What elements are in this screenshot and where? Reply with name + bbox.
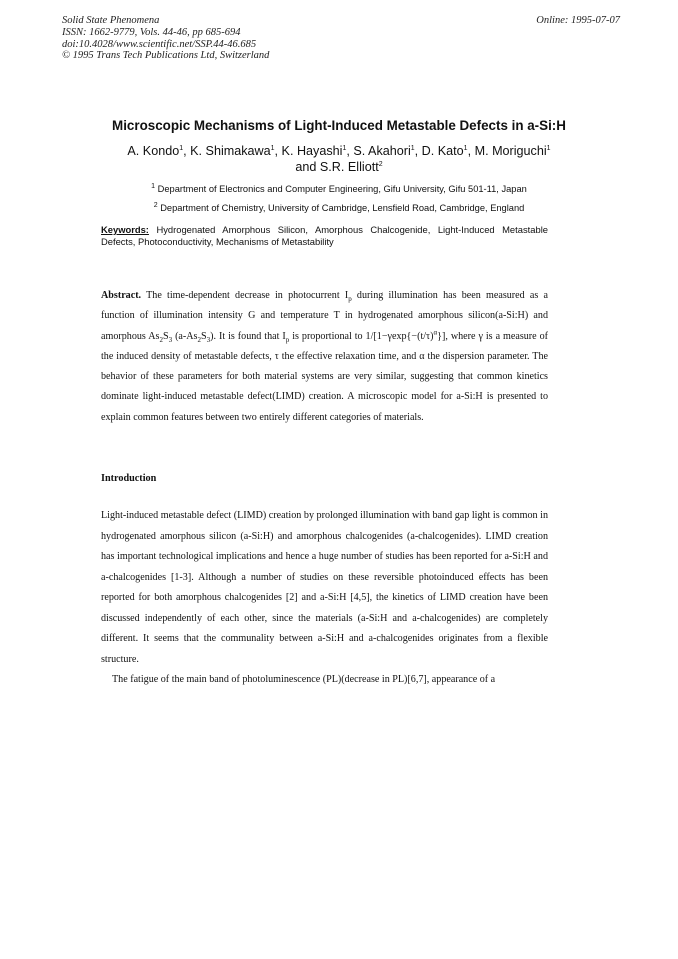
affiliation-mark: 2 [153,201,158,209]
subscript: 2 [197,335,201,344]
affiliation-mark: 1 [546,144,551,152]
affiliation-2 [60,203,618,213]
paragraph: Light-induced metastable defect (LIMD) creation by prolonged illumination with band gap light is common in hydrogenated amorphous silicon (a-Si:H) and amorphous chalcogenides (a-chalcogenides). LIMD creation has important technological implications and hence a huge number of studies has been reported for a-Si:H and a-chalcogenides [1-3]. Although a number of studies on these reversible photoinduced effects has been reported for both amorphous chalcogenides [2] and a-Si:H [4,5], the kinetics of LIMD creation have been discussed independently of each other, since the materials (a-Si:H and a-chalcogenides) are completely different. It seems that the communality between a-Si:H and a-chalcogenides originates from a flexible structure. [101,510,548,665]
affiliation-mark: 1 [270,144,275,152]
introduction-body [101,506,548,691]
journal-header [62,15,269,62]
abstract-text: S [201,330,207,342]
abstract-text: ). It is found that I [210,330,286,342]
author-line-1 [90,144,588,160]
affiliation-mark: 1 [179,144,184,152]
keywords-text: Hydrogenated Amorphous Silicon, Amorphous Chalcogenide, Light-Induced Metastable Defects, Photoconductivity, Mechanisms of Metastability [101,224,548,247]
journal-name: Solid State Phenomena [62,15,160,26]
issn-line: ISSN: 1662-9779, Vols. 44-46, pp 685-694 [62,26,241,38]
author-name: A. Kondo [127,144,180,158]
paper-title: Microscopic Mechanisms of Light-Induced Metastable Defects in a-Si:H [112,118,566,133]
keywords [101,224,548,247]
affiliation-mark: 1 [151,182,156,190]
subscript: p [348,295,352,304]
subscript: 3 [168,335,173,344]
abstract-text: during illumination has been measured as a function of illumination intensity G and temperature T in hydrogenated amorphous silicon(a-Si:H) and amorphous As [101,290,548,342]
superscript: α [433,328,438,337]
separator: , [414,144,422,158]
separator: , [346,144,354,158]
separator: , [274,144,282,158]
affiliation-mark: 1 [463,144,468,152]
subscript: 3 [206,335,211,344]
separator: , [467,144,475,158]
abstract-text: The time-dependent decrease in photocurrent I [146,290,349,301]
author-name: M. Moriguchi [474,144,547,158]
author-name: K. Shimakawa [190,144,271,158]
conjunction: and [295,159,320,174]
affiliation-mark: 2 [378,160,383,168]
affiliation-text: Department of Electronics and Computer Engineering, Gifu University, Gifu 501-11, Japan [157,184,527,194]
subscript: p [285,335,290,344]
abstract-text: is proportional to 1/[1−γexp{−(t/τ) [289,330,434,342]
abstract-text: (a-As [172,330,198,342]
affiliation-mark: 1 [342,144,347,152]
separator: , [183,144,191,158]
paragraph: The fatigue of the main band of photoluminescence (PL)(decrease in PL)[6,7], appearance of a [112,674,496,685]
online-date: Online: 1995-07-07 [536,15,620,26]
author-line-2 [90,160,588,176]
abstract-text: }], where γ is a measure of the induced density of metastable defects, τ the effective relaxation time, and α the dispersion parameter. The behavior of these parameters for both material systems are very similar, suggesting that common kinetics dominate light-induced metastable defect(LIMD) creation. A microscopic model for a-Si:H is presented to explain common features between two entirely different categories of materials. [101,330,548,423]
doi-line: doi:10.4028/www.scientific.net/SSP.44-46.685 [62,38,257,50]
affiliation-mark: 1 [410,144,415,152]
affiliation-text: Department of Chemistry, University of Cambridge, Lensfield Road, Cambridge, England [160,203,525,213]
author-name: K. Hayashi [281,144,343,158]
author-name: S. Akahori [353,144,411,158]
abstract-text: S [162,330,169,342]
abstract-label: Abstract. [101,290,142,301]
section-heading: Introduction [101,473,157,484]
author-name: S.R. Elliott [319,159,379,174]
author-list [90,144,588,175]
copyright-line: © 1995 Trans Tech Publications Ltd, Switzerland [62,50,270,62]
affiliation-1 [60,184,618,194]
keywords-label: Keywords: [101,224,149,235]
author-name: D. Kato [421,144,464,158]
subscript: 2 [159,335,163,344]
abstract [101,286,548,428]
